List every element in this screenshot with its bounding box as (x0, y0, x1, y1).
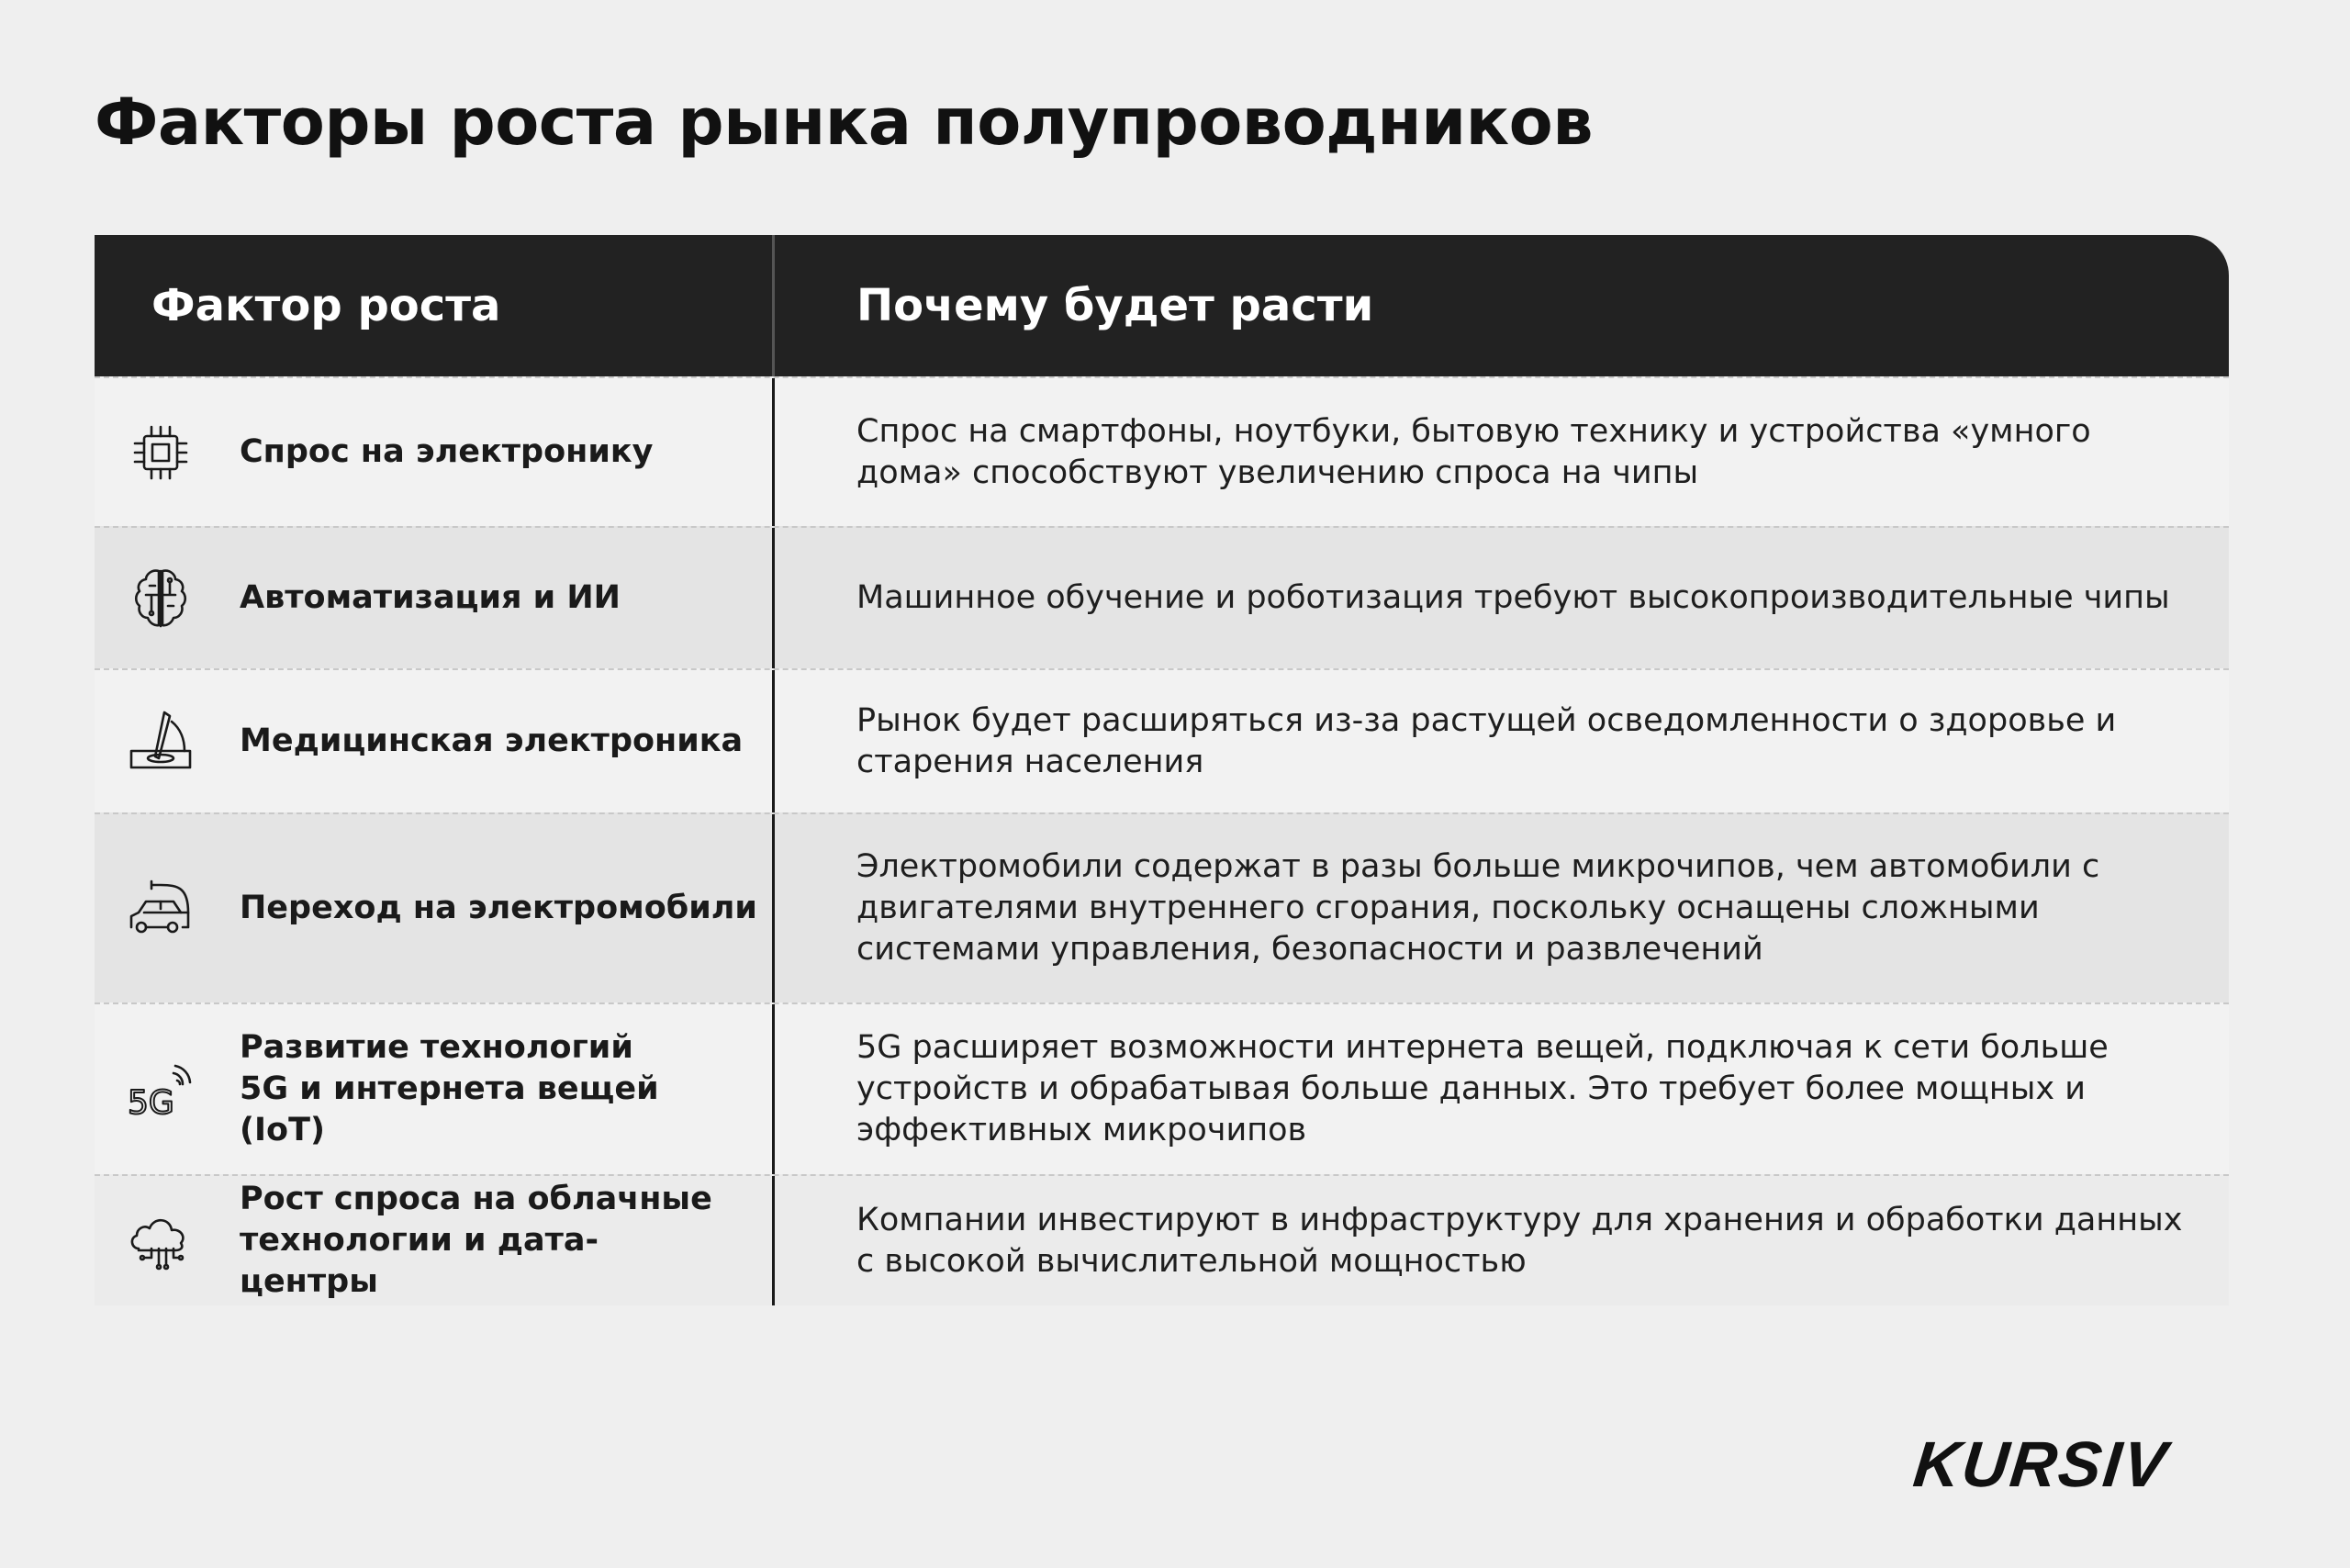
header-reason: Почему будет расти (856, 280, 1374, 331)
table-row (95, 376, 2229, 526)
table-row (95, 668, 2229, 812)
5g-signal-icon (124, 1053, 197, 1126)
reason-text: Электромобили содержат в разы больше микрочипов, чем автомобили с двигателями внутреннего сгорания, поскольку оснащены сложными системами управления, безопасности и развлечений (856, 848, 2100, 968)
cloud-network-icon (124, 1204, 197, 1278)
chip-icon (124, 416, 197, 489)
factor-label: Медицинская электроника (240, 722, 744, 759)
table-header (95, 235, 2229, 376)
factor-label: Рост спроса на облачные технологии и дата-центры (240, 1181, 712, 1300)
ai-brain-icon (124, 562, 197, 635)
header-factor: Фактор роста (95, 235, 775, 376)
reason-text: Компании инвестируют в инфраструктуру для хранения и обработки данных с высокой вычислительной мощностью (856, 1201, 2183, 1280)
table-row (95, 1174, 2229, 1305)
factor-label: Спрос на электронику (240, 433, 654, 470)
reason-text: Спрос на смартфоны, ноутбуки, бытовую технику и устройства «умного дома» способствуют увеличению спроса на чипы (856, 412, 2091, 491)
reason-text: Рынок будет расширяться из-за растущей осведомленности о здоровье и старения населения (856, 701, 2117, 780)
reason-text: 5G расширяет возможности интернета вещей, подключая к сети больше устройств и обрабатывая больше данных. Это требует более мощных и эффективных микрочипов (856, 1029, 2109, 1148)
factor-label: Автоматизация и ИИ (240, 579, 621, 616)
factor-label: Переход на электромобили (240, 890, 757, 926)
page-title: Факторы роста рынка полупроводников (95, 84, 1594, 160)
electric-car-icon (124, 872, 197, 946)
svg-text:5G: 5G (128, 1083, 174, 1122)
kursiv-logo: KURSIV (1909, 1428, 2172, 1500)
medical-device-icon (124, 705, 197, 778)
table-row (95, 812, 2229, 1002)
table-row (95, 1002, 2229, 1174)
factor-label: Развитие технологий 5G и интернета вещей (IoT) (240, 1029, 659, 1148)
reason-text: Машинное обучение и роботизация требуют высокопроизводительные чипы (856, 579, 2170, 616)
table-row (95, 526, 2229, 668)
growth-factors-table (95, 235, 2229, 1305)
